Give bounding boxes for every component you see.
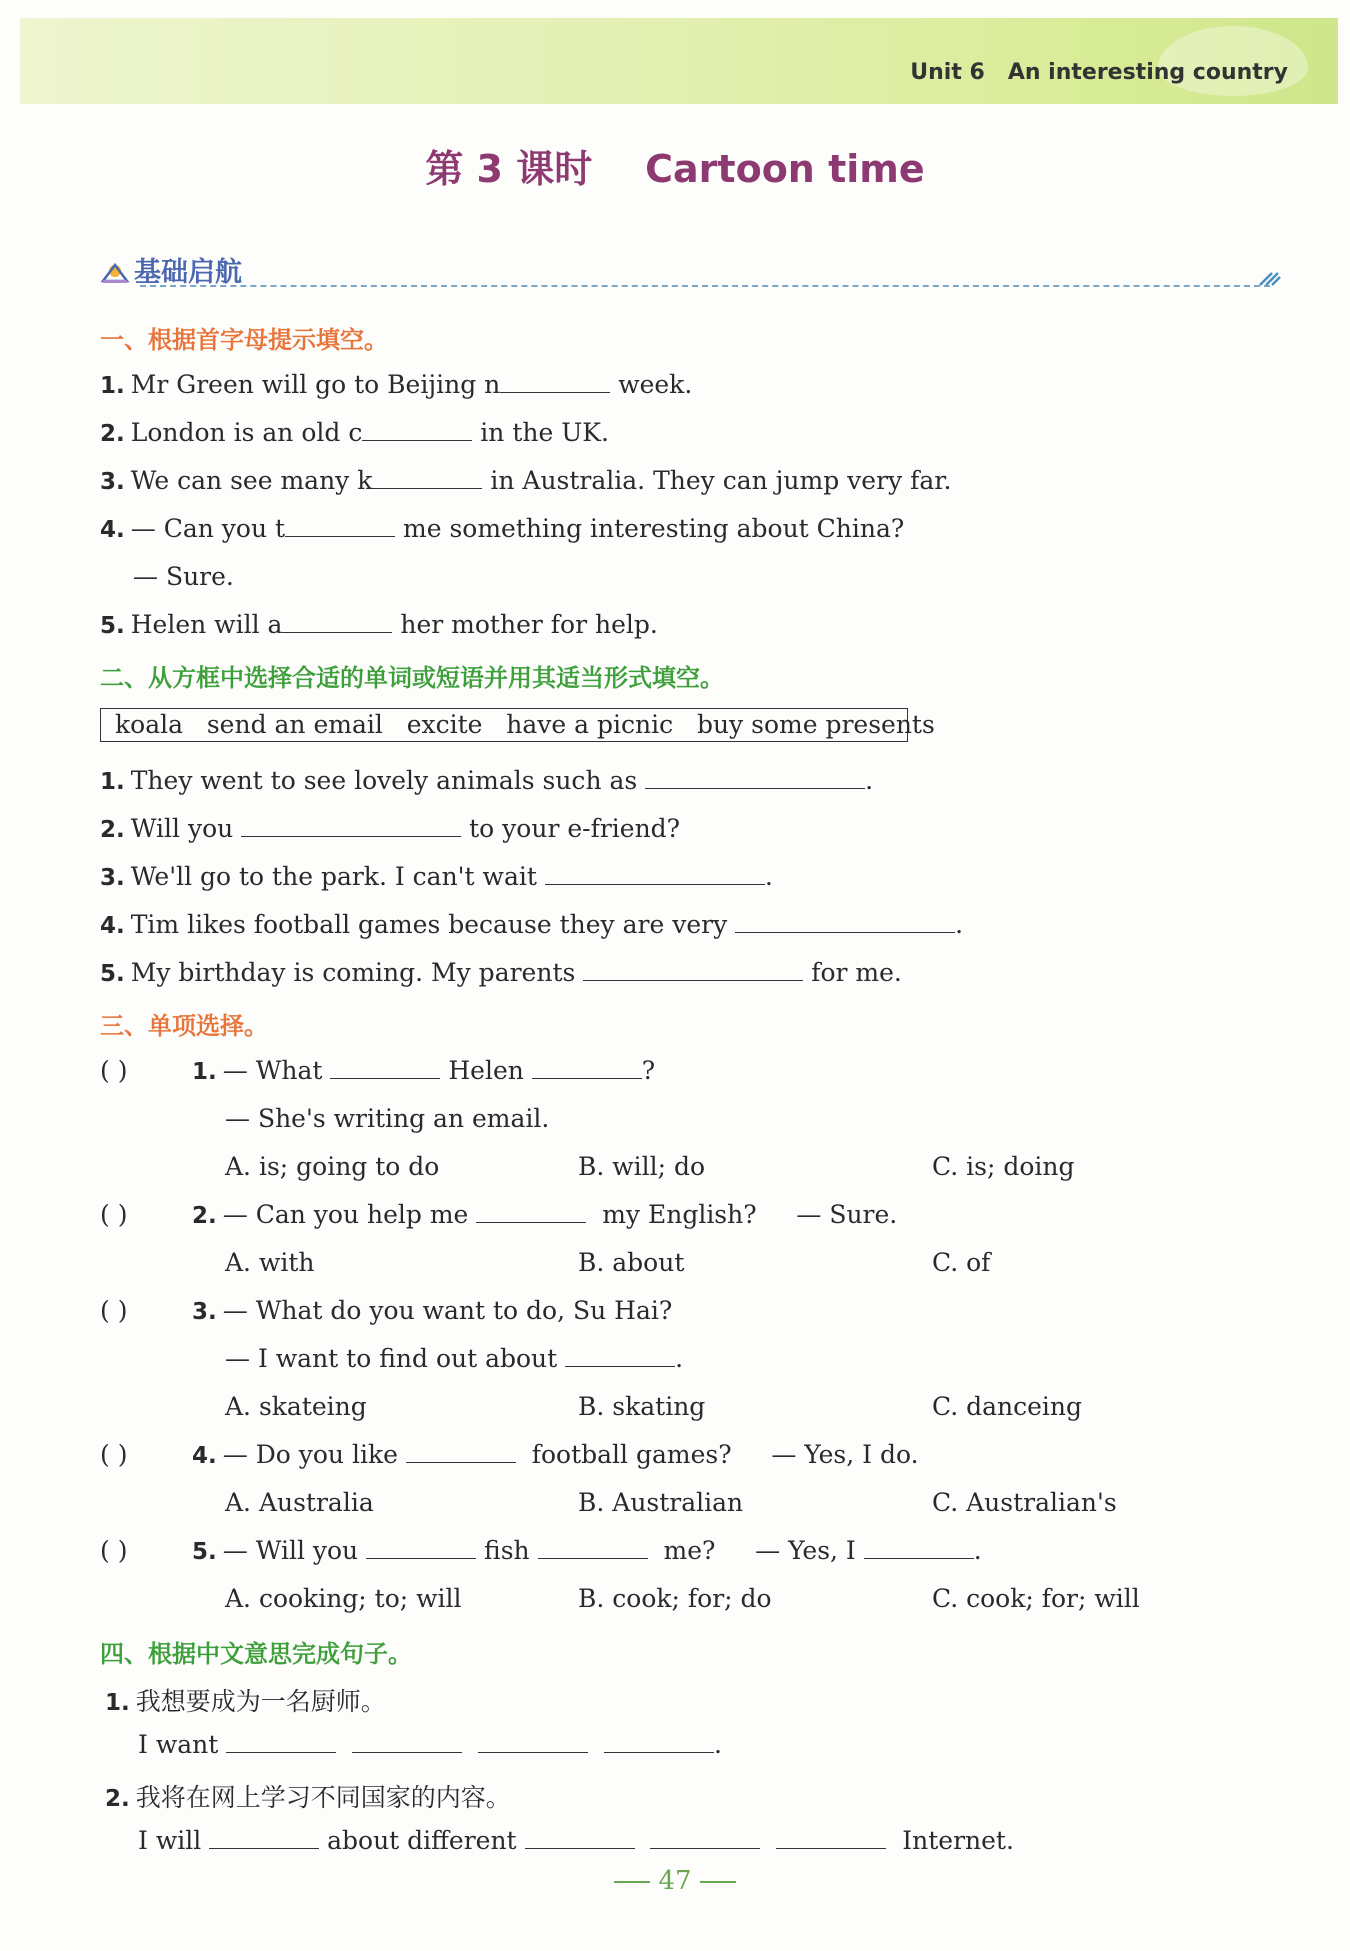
mc-question-2	[192, 1200, 897, 1229]
unit-header	[910, 60, 1288, 85]
answer-blank[interactable]	[650, 1826, 760, 1849]
item-number: 1.	[105, 1690, 130, 1716]
page-dash-left	[614, 1881, 650, 1883]
choice-paren[interactable]: ( )	[100, 1296, 128, 1325]
question-text: — What do you want to do, Su Hai?	[222, 1296, 673, 1325]
answer-blank[interactable]	[372, 466, 482, 489]
answer-blank[interactable]	[735, 910, 955, 933]
answer-blank[interactable]	[209, 1826, 319, 1849]
item-number: 3.	[100, 469, 125, 495]
choice-paren[interactable]: ( )	[100, 1056, 128, 1085]
sentence-text: about different	[319, 1826, 525, 1855]
translation-2-en	[138, 1826, 1014, 1855]
sentence-text: Internet.	[886, 1826, 1014, 1855]
question-text: .	[675, 1344, 684, 1373]
answer-blank[interactable]	[330, 1056, 440, 1079]
section-header	[100, 250, 242, 289]
question-text: — I want to find out about	[225, 1344, 566, 1373]
answer-blank[interactable]	[583, 958, 803, 981]
option-a[interactable]: A. Australia	[225, 1488, 374, 1517]
answer-blank[interactable]	[406, 1440, 516, 1463]
option-b[interactable]: B. Australian	[578, 1488, 744, 1517]
item-text: London is an old c	[130, 418, 363, 447]
option-c[interactable]: C. danceing	[932, 1392, 1083, 1421]
item-text: Tim likes football games because they are very	[130, 910, 736, 939]
item-number: 1.	[100, 769, 125, 795]
answer-blank[interactable]	[538, 1536, 648, 1559]
item-text: — Can you t	[130, 514, 286, 543]
answer-blank[interactable]	[352, 1730, 462, 1753]
page-dash-right	[700, 1881, 736, 1883]
item-text: in Australia. They can jump very far.	[482, 466, 952, 495]
answer-blank[interactable]	[776, 1826, 886, 1849]
question-text: — Will you	[222, 1536, 367, 1565]
part1-item-2	[100, 418, 609, 447]
item-number: 3.	[192, 1299, 217, 1325]
option-c[interactable]: C. is; doing	[932, 1152, 1075, 1181]
mc-question-1-reply: — She's writing an email.	[225, 1104, 550, 1133]
option-b[interactable]: B. cook; for; do	[578, 1584, 772, 1613]
arrow-icon	[1258, 268, 1282, 288]
answer-blank[interactable]	[282, 610, 392, 633]
item-number: 5.	[100, 961, 125, 987]
question-text: my English? — Sure.	[586, 1200, 898, 1229]
sentence-text: I want	[138, 1730, 227, 1759]
answer-blank[interactable]	[362, 418, 472, 441]
unit-title: An interesting country	[1007, 60, 1288, 85]
answer-blank[interactable]	[565, 1344, 675, 1367]
part2-item-5	[100, 958, 902, 987]
item-number: 4.	[100, 913, 125, 939]
question-text: — Do you like	[222, 1440, 406, 1469]
unit-label: Unit 6	[910, 60, 985, 85]
mc-question-3	[192, 1296, 672, 1325]
answer-blank[interactable]	[864, 1536, 974, 1559]
option-c[interactable]: C. cook; for; will	[932, 1584, 1140, 1613]
item-text: .	[764, 862, 773, 891]
mc-question-3-reply	[225, 1344, 683, 1373]
sun-house-icon	[100, 257, 130, 285]
answer-blank[interactable]	[545, 862, 765, 885]
option-c[interactable]: C. Australian's	[932, 1488, 1117, 1517]
translation-2-zh	[105, 1778, 511, 1814]
answer-blank[interactable]	[241, 814, 461, 837]
option-a[interactable]: A. is; going to do	[225, 1152, 440, 1181]
item-number: 4.	[192, 1443, 217, 1469]
item-text: for me.	[803, 958, 902, 987]
answer-blank[interactable]	[532, 1056, 642, 1079]
page-number-text: 47	[658, 1866, 692, 1896]
item-text: My birthday is coming. My parents	[130, 958, 584, 987]
lesson-number: 第 3 课时	[425, 147, 593, 191]
item-number: 5.	[192, 1539, 217, 1565]
option-b[interactable]: B. skating	[578, 1392, 706, 1421]
question-text: Helen	[440, 1056, 532, 1085]
item-text: Will you	[130, 814, 242, 843]
part2-item-2	[100, 814, 680, 843]
choice-paren[interactable]: ( )	[100, 1200, 128, 1229]
question-text: — Can you help me	[222, 1200, 477, 1229]
part2-item-3	[100, 862, 773, 891]
part3-heading: 三、单项选择。	[100, 1012, 268, 1040]
part1-item-5	[100, 610, 658, 639]
answer-blank[interactable]	[478, 1730, 588, 1753]
answer-blank[interactable]	[476, 1200, 586, 1223]
item-number: 4.	[100, 517, 125, 543]
option-a[interactable]: A. skateing	[225, 1392, 367, 1421]
question-text: .	[973, 1536, 982, 1565]
sentence-text: .	[713, 1730, 722, 1759]
option-c[interactable]: C. of	[932, 1248, 991, 1277]
section-divider	[140, 285, 1270, 287]
answer-blank[interactable]	[226, 1730, 336, 1753]
answer-blank[interactable]	[645, 766, 865, 789]
translation-1-en	[138, 1730, 722, 1759]
item-number: 1.	[100, 373, 125, 399]
item-number: 2.	[100, 817, 125, 843]
mc-question-4	[192, 1440, 919, 1469]
question-text: fish	[476, 1536, 538, 1565]
question-text: football games? — Yes, I do.	[515, 1440, 919, 1469]
question-text: — What	[222, 1056, 331, 1085]
item-number: 3.	[100, 865, 125, 891]
part2-item-1	[100, 766, 873, 795]
word-box: koala send an email excite have a picnic buy some presents	[100, 708, 908, 742]
part4-heading: 四、根据中文意思完成句子。	[100, 1640, 412, 1668]
item-text: her mother for help.	[392, 610, 658, 639]
choice-paren[interactable]: ( )	[100, 1440, 128, 1469]
item-text: Mr Green will go to Beijing n	[130, 370, 501, 399]
item-text: in the UK.	[472, 418, 609, 447]
item-text: me something interesting about China?	[395, 514, 905, 543]
page-number	[0, 1866, 1350, 1896]
item-number: 5.	[100, 613, 125, 639]
part1-item-3	[100, 466, 951, 495]
item-text: to your e-friend?	[461, 814, 681, 843]
option-b[interactable]: B. will; do	[578, 1152, 706, 1181]
part1-item-4	[100, 514, 904, 543]
choice-paren[interactable]: ( )	[100, 1536, 128, 1565]
item-text: They went to see lovely animals such as	[130, 766, 646, 795]
answer-blank[interactable]	[285, 514, 395, 537]
answer-blank[interactable]	[604, 1730, 714, 1753]
mc-question-5	[192, 1536, 982, 1565]
section-title: 基础启航	[134, 257, 242, 288]
part1-item-4-reply: — Sure.	[133, 562, 234, 591]
item-number: 2.	[105, 1786, 130, 1812]
answer-blank[interactable]	[500, 370, 610, 393]
sentence-text: I will	[138, 1826, 210, 1855]
chinese-prompt: 我将在网上学习不同国家的内容。	[135, 1783, 511, 1812]
item-text: We can see many k	[130, 466, 373, 495]
chinese-prompt: 我想要成为一名厨师。	[135, 1687, 386, 1716]
mc-question-1	[192, 1056, 655, 1085]
lesson-name: Cartoon time	[645, 147, 925, 191]
question-text: me? — Yes, I	[647, 1536, 864, 1565]
item-number: 2.	[100, 421, 125, 447]
item-text: .	[955, 910, 964, 939]
item-text: week.	[610, 370, 693, 399]
part2-heading: 二、从方框中选择合适的单词或短语并用其适当形式填空。	[100, 664, 724, 692]
option-a[interactable]: A. cooking; to; will	[225, 1584, 462, 1613]
answer-blank[interactable]	[525, 1826, 635, 1849]
part2-item-4	[100, 910, 963, 939]
item-number: 1.	[192, 1059, 217, 1085]
option-a[interactable]: A. with	[225, 1248, 315, 1277]
translation-1-zh	[105, 1682, 386, 1718]
lesson-title	[0, 138, 1350, 193]
question-text: ?	[641, 1056, 656, 1085]
item-text: Helen will a	[130, 610, 283, 639]
answer-blank[interactable]	[366, 1536, 476, 1559]
item-number: 2.	[192, 1203, 217, 1229]
option-b[interactable]: B. about	[578, 1248, 685, 1277]
part1-heading: 一、根据首字母提示填空。	[100, 326, 388, 354]
item-text: .	[865, 766, 874, 795]
item-text: We'll go to the park. I can't wait	[130, 862, 545, 891]
part1-item-1	[100, 370, 692, 399]
